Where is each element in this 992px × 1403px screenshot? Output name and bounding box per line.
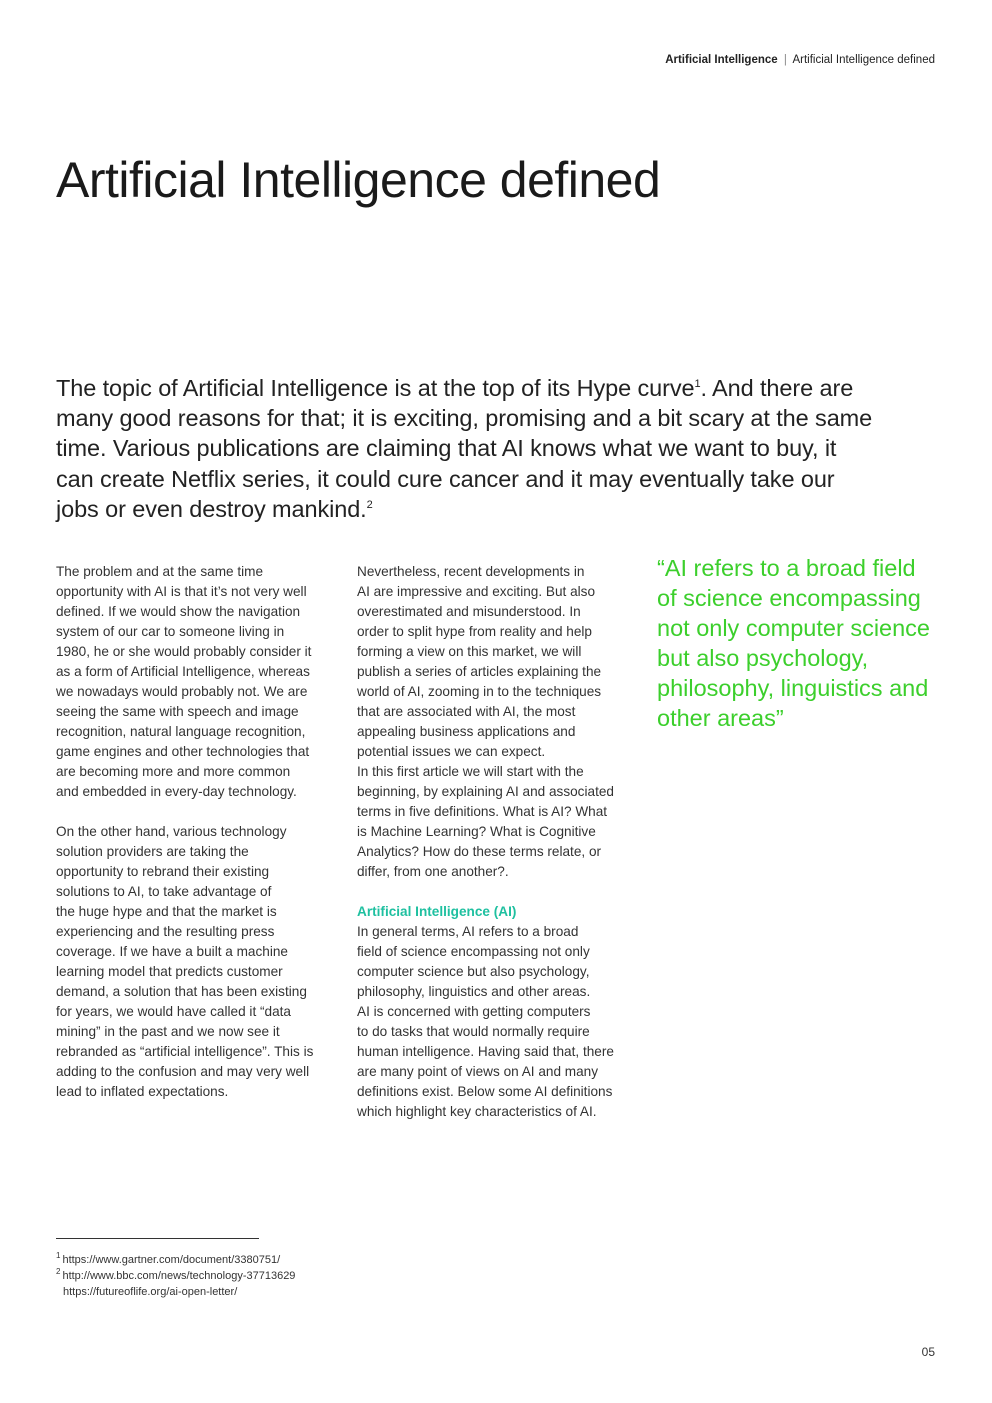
text-line: field of science encompassing not only (357, 944, 590, 959)
footnote-item (56, 1268, 456, 1284)
text-line: solutions to AI, to take advantage of (56, 884, 272, 899)
text-line: AI is concerned with getting computers (357, 1004, 591, 1019)
text-line: appealing business applications and (357, 724, 576, 739)
text-line: are many point of views on AI and many (357, 1064, 599, 1079)
text-line: opportunity to rebrand their existing (56, 864, 270, 879)
page-title: Artificial Intelligence defined (56, 152, 661, 208)
text-line: as a form of Artificial Intelligence, whereas (56, 664, 310, 679)
text-line: rebranded as “artificial intelligence”. This is (56, 1044, 314, 1059)
text-line: to do tasks that would normally require (357, 1024, 590, 1039)
text-line: order to split hype from reality and help (357, 624, 592, 639)
text-line: for years, we would have called it “data (56, 1004, 291, 1019)
text-line: demand, a solution that has been existing (56, 984, 307, 999)
text-line: 1980, he or she would probably consider it (56, 644, 312, 659)
text-line: human intelligence. Having said that, there (357, 1044, 614, 1059)
quote-line: of science encompassing (657, 585, 921, 611)
text-line: are becoming more and more common (56, 764, 291, 779)
section-heading-ai: Artificial Intelligence (AI) (357, 904, 517, 919)
text-line: AI are impressive and exciting. But also (357, 584, 596, 599)
text-line: beginning, by explaining AI and associated (357, 784, 614, 799)
text-line: coverage. If we have a built a machine (56, 944, 288, 959)
text-line: differ, from one another?. (357, 864, 509, 879)
text-line: mining” in the past and we now see it (56, 1024, 280, 1039)
text-line: The problem and at the same time (56, 564, 264, 579)
intro-line: time. Various publications are claiming that AI knows what we want to buy, it (56, 435, 837, 462)
intro-line: can create Netflix series, it could cure cancer and it may eventually take our (56, 465, 835, 492)
text-line: opportunity with AI is that it’s not very well (56, 584, 307, 599)
intro-line: many good reasons for that; it is exciting, promising and a bit scary at the same (56, 405, 873, 432)
intro-line: The topic of Artificial Intelligence is at the top of its Hype curve$^1$. And there are (56, 375, 854, 401)
text-line: overestimated and misunderstood. In (357, 604, 581, 619)
text-line: which highlight key characteristics of AI. (357, 1104, 597, 1119)
text-line: system of our car to someone living in (56, 624, 285, 639)
text-line: world of AI, zooming in to the techniques (357, 684, 602, 699)
text-line: philosophy, linguistics and other areas. (357, 984, 591, 999)
footnote-item (56, 1284, 456, 1300)
column1-paragraph1 (56, 562, 331, 802)
text-line: learning model that predicts customer (56, 964, 283, 979)
intro-line: jobs or even destroy mankind.$^2$ (56, 495, 373, 522)
body-column-1 (56, 562, 331, 1102)
footnote-ref-1: 1 (694, 378, 701, 391)
text-line: defined. If we would show the navigation (56, 604, 301, 619)
text-line: we nowadays would probably not. We are (56, 684, 308, 699)
text-line: definitions exist. Below some AI definitions (357, 1084, 613, 1099)
page-number: 05 (921, 1345, 935, 1359)
body-column-2 (357, 562, 632, 1122)
text-line: forming a view on this market, we will (357, 644, 582, 659)
pull-quote (657, 553, 947, 733)
footnote-link[interactable]: https://futureoflife.org/ai-open-letter/ (63, 1286, 238, 1298)
text-line: game engines and other technologies that (56, 744, 310, 759)
footnote-ref-2: 2 (366, 498, 373, 511)
header-section: Artificial Intelligence (665, 54, 778, 66)
quote-line: not only computer science (657, 615, 931, 641)
text-line: and embedded in every-day technology. (56, 784, 297, 799)
footnote-link[interactable]: http://www.bbc.com/news/technology-37713629 (62, 1270, 296, 1282)
text-line: solution providers are taking the (56, 844, 249, 859)
footnote-link[interactable]: https://www.gartner.com/document/3380751/ (62, 1254, 281, 1266)
text-line: the huge hype and that the market is (56, 904, 277, 919)
column2-paragraph2 (357, 922, 632, 1122)
header-subsection: Artificial Intelligence defined (792, 54, 935, 66)
text-line: seeing the same with speech and image (56, 704, 299, 719)
column1-paragraph2 (56, 822, 331, 1102)
text-line: Nevertheless, recent developments in (357, 564, 585, 579)
footnote-number: 2 (56, 1267, 61, 1277)
text-line: potential issues we can expect. (357, 744, 546, 759)
quote-line: “AI refers to a broad field (657, 555, 916, 581)
text-line: terms in five definitions. What is AI? What (357, 804, 608, 819)
quote-line: philosophy, linguistics and (657, 675, 929, 701)
text-line: experiencing and the resulting press (56, 924, 275, 939)
footnote-number: 1 (56, 1251, 61, 1261)
text-line: that are associated with AI, the most (357, 704, 576, 719)
text-line: Analytics? How do these terms relate, or (357, 844, 602, 859)
column2-paragraph1 (357, 562, 632, 882)
text-line: is Machine Learning? What is Cognitive (357, 824, 596, 839)
footnotes (56, 1252, 456, 1300)
text-line: In this first article we will start with the (357, 764, 584, 779)
intro-paragraph (56, 373, 876, 524)
header-separator: | (783, 54, 787, 66)
quote-line: other areas” (657, 705, 784, 731)
text-line: adding to the confusion and may very well (56, 1064, 310, 1079)
text-line: On the other hand, various technology (56, 824, 287, 839)
footnote-item (56, 1252, 456, 1268)
text-line: In general terms, AI refers to a broad (357, 924, 579, 939)
text-line: publish a series of articles explaining the (357, 664, 602, 679)
running-header (665, 54, 935, 66)
footnote-divider (56, 1238, 259, 1239)
text-line: lead to inflated expectations. (56, 1084, 229, 1099)
text-line: computer science but also psychology, (357, 964, 590, 979)
quote-line: but also psychology, (657, 645, 869, 671)
text-line: recognition, natural language recognition, (56, 724, 306, 739)
